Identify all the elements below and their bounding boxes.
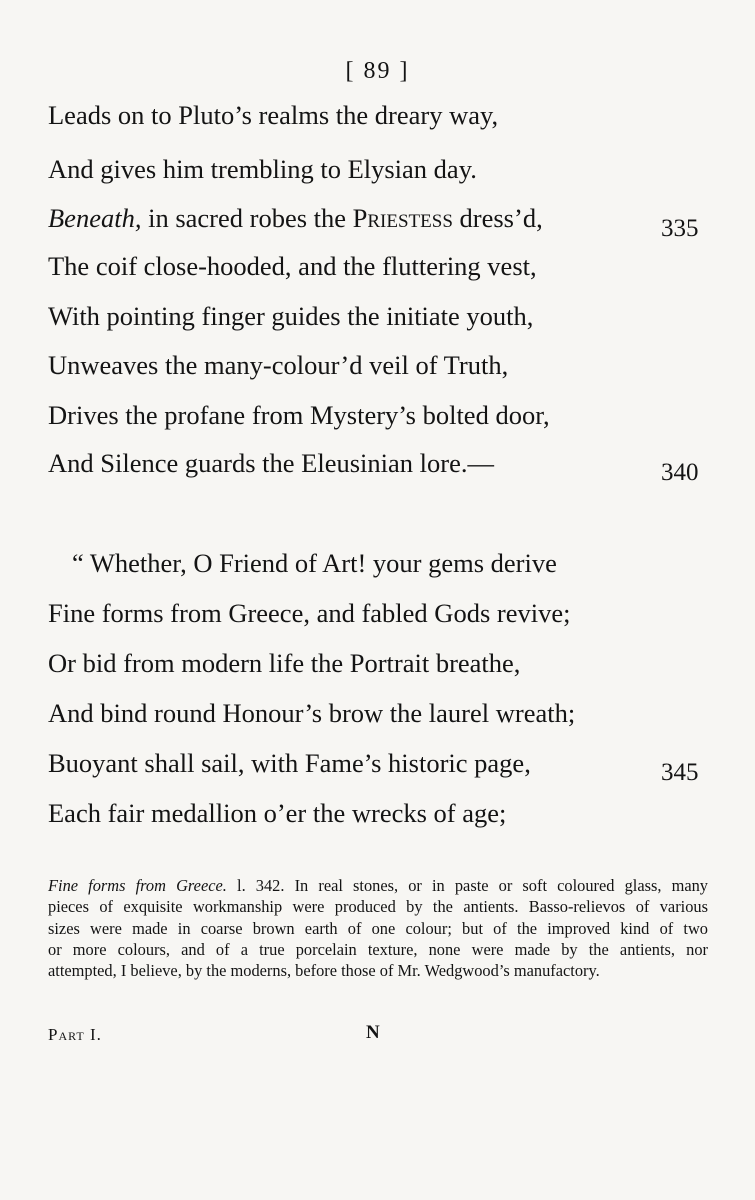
verse-line: The coif close-hooded, and the fluttering vest, [48,251,537,281]
verse-line: And Silence guards the Eleusinian lore.— [48,448,494,478]
verse-italic-word: Beneath, [48,203,142,233]
line-number: 335 [661,215,699,242]
verse-text: in sacred robes the [148,203,347,233]
page-number: [ 89 ] [345,58,410,84]
verse-smallcaps-word: Priestess [352,203,453,233]
verse-line: And gives him trembling to Elysian day. [48,154,477,184]
verse-line: Each fair medallion o’er the wrecks of age; [48,798,507,828]
verse-line: Leads on to Pluto’s realms the dreary way, [48,100,499,130]
verse-line: Unweaves the many-colour’d veil of Truth, [48,350,509,380]
footnote-reference: l. 342. [237,876,285,895]
footnote-line [48,875,708,896]
verse-line: Drives the profane from Mystery’s bolted door, [48,400,550,430]
line-number: 345 [661,759,699,786]
verse-line [48,205,543,232]
verse-line: Or bid from modern life the Portrait breathe, [48,648,521,678]
footnote [48,875,708,981]
footnote-line: sizes were made in coarse brown earth of one colour; but of the improved kind of two [48,918,708,938]
bleed-through-text [590,118,597,148]
verse-line: With pointing finger guides the initiate youth, [48,301,534,331]
footnote-text: In real stones, or in paste or soft coloured glass, many [294,876,708,895]
verse-text: dress’d, [459,203,543,233]
footnote-line: or more colours, and of a true porcelain texture, none were made by the antients, nor [48,939,708,959]
footnote-label: Fine forms from Greece. [48,876,227,895]
footnote-line: attempted, I believe, by the moderns, before those of Mr. Wedgwood’s manufactory. [48,961,600,981]
verse-line: Buoyant shall sail, with Fame’s historic page, [48,748,531,778]
verse-line: And bind round Honour’s brow the laurel wreath; [48,698,576,728]
verse-line: Fine forms from Greece, and fabled Gods revive; [48,598,571,628]
signature-letter: N [366,1022,380,1043]
footnote-line: pieces of exquisite workmanship were produced by the antients. Basso-relievos of various [48,897,708,917]
line-number: 340 [661,459,699,486]
verse-line: “ Whether, O Friend of Art! your gems derive [72,548,557,578]
part-signature: Part I. [48,1025,102,1044]
